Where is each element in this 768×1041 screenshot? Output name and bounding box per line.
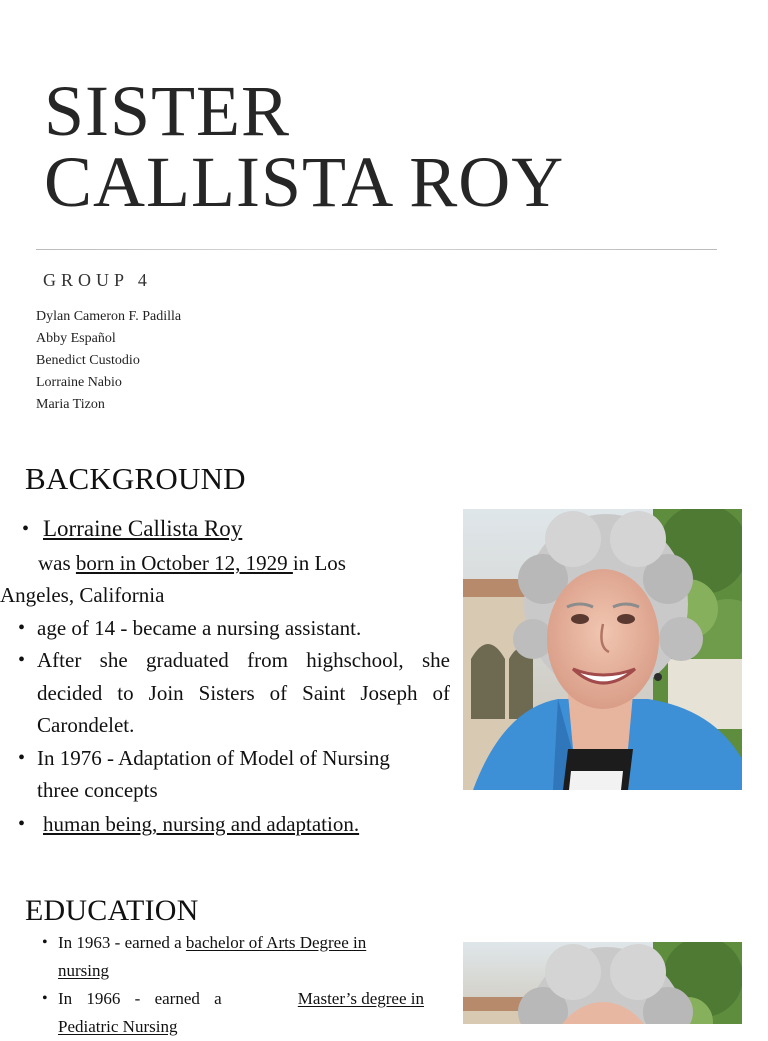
group-label: GROUP 4 — [43, 270, 152, 290]
bullet-dot: • — [22, 518, 30, 540]
member-name: Dylan Cameron F. Padilla — [36, 309, 182, 324]
concepts-link-text[interactable]: human being, nursing and adaptation. — [43, 812, 360, 836]
born-line — [38, 547, 346, 579]
bullet-dot: • — [42, 934, 48, 951]
bullet-dot: • — [18, 649, 26, 671]
born-post: in Los — [292, 551, 346, 575]
portrait-image-2 — [463, 942, 742, 1024]
edu-item-1 — [58, 929, 424, 957]
title-line-2: CALLISTA ROY — [44, 142, 565, 222]
edu-item-1-pre: In 1963 - earned a — [58, 933, 186, 952]
edu-item-2-link[interactable]: Master’s degree in — [297, 989, 424, 1008]
edu-item-2-link-2[interactable]: Pediatric Nursing — [58, 1017, 178, 1036]
edu-item-2 — [58, 985, 424, 1013]
age-item: age of 14 - became a nursing assistant. — [37, 616, 362, 640]
edu-item-1-line-2 — [58, 957, 109, 985]
member-name: Maria Tizon — [36, 397, 105, 412]
portrait-photo-2 — [463, 942, 742, 1024]
bullet-dot: • — [42, 990, 48, 1007]
name-link[interactable] — [43, 513, 242, 545]
member-name: Lorraine Nabio — [36, 375, 122, 390]
grad-line-1: After she graduated from highschool, she — [37, 648, 450, 672]
born-link[interactable]: born in October 12, 1929 — [75, 551, 293, 575]
edu-item-2-pre: In 1966 - earned a — [58, 989, 222, 1008]
member-name: Benedict Custodio — [36, 353, 140, 368]
edu-item-2-line-2 — [58, 1013, 177, 1041]
portrait-photo — [463, 509, 742, 790]
member-name: Abby Español — [36, 331, 116, 346]
bullet-dot: • — [18, 747, 26, 769]
born-pre: was — [38, 551, 76, 575]
education-heading: EDUCATION — [25, 894, 199, 927]
model-line-1: In 1976 - Adaptation of Model of Nursing — [37, 746, 390, 770]
born-line-2: Angeles, California — [0, 583, 165, 607]
name-link-text[interactable]: Lorraine Callista Roy — [43, 516, 243, 541]
title-line-1: SISTER — [44, 71, 291, 151]
concepts-link[interactable] — [43, 808, 359, 840]
title-divider — [36, 249, 717, 250]
grad-line-3: Carondelet. — [37, 713, 135, 737]
bullet-dot: • — [18, 617, 26, 639]
bullet-dot: • — [18, 813, 26, 835]
background-heading: BACKGROUND — [25, 461, 246, 496]
member-list — [36, 306, 181, 416]
model-line-2: three concepts — [37, 778, 158, 802]
grad-line-2: decided to Join Sisters of Saint Joseph of — [37, 681, 450, 705]
edu-item-1-link[interactable]: bachelor of Arts Degree in — [185, 933, 367, 952]
portrait-image — [463, 509, 742, 790]
edu-item-1-link-2[interactable]: nursing — [58, 961, 109, 980]
